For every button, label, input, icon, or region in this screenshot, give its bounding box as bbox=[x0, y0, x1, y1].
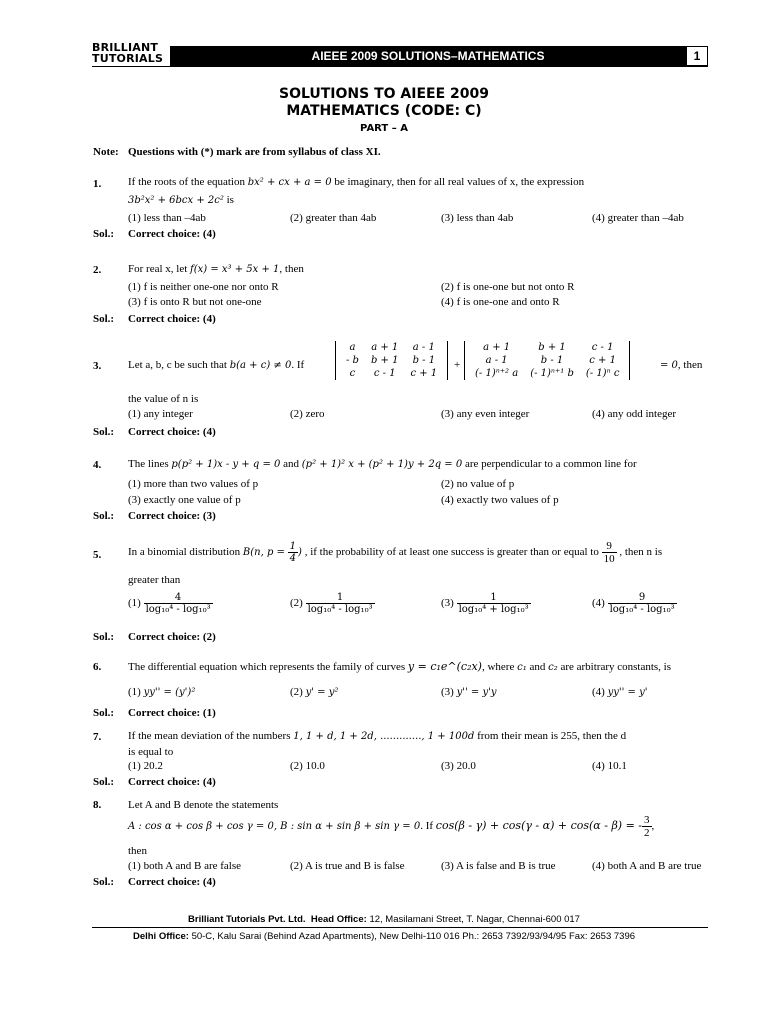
q3-stem-text-2: . If bbox=[291, 359, 305, 371]
q4-line-2: (p² + 1)² x + (p² + 1)y + 2q = 0 bbox=[301, 459, 463, 470]
q1-expression-line bbox=[128, 194, 234, 206]
q5-stem bbox=[128, 540, 713, 565]
q7-option-3: (3) 20.0 bbox=[441, 760, 476, 772]
q3-solution: Correct choice: (4) bbox=[128, 426, 216, 438]
q7-stem bbox=[128, 730, 713, 742]
q1-stem-text-2: be imaginary, then for all real values of x, the expression bbox=[334, 176, 585, 188]
q7-sequence: 1, 1 + d, 1 + 2d, ............., 1 + 100d bbox=[293, 731, 475, 742]
footer-delhi-office bbox=[0, 931, 768, 942]
q8-option-3: (3) A is false and B is true bbox=[441, 860, 556, 872]
header-title: AIEEE 2009 SOLUTIONS–MATHEMATICS bbox=[170, 46, 686, 66]
q2-option-2: (2) f is one-one but not onto R bbox=[441, 281, 575, 293]
q4-stem-text-3: are perpendicular to a common line for bbox=[464, 458, 637, 470]
note-label: Note: bbox=[93, 146, 119, 158]
q5-option-4: (4) $\frac{9}{\text{log₁₀⁴ - log₁₀³}}$ bbox=[592, 592, 675, 615]
page-number: 1 bbox=[686, 46, 708, 66]
q8-statements bbox=[128, 814, 718, 839]
q3-plus-sign: + bbox=[454, 359, 461, 371]
q7-stem-text: If the mean deviation of the numbers bbox=[128, 730, 291, 742]
q1-stem-text: If the roots of the equation bbox=[128, 176, 245, 188]
q5-stem-text-2: , if the probability of at least one success is greater than or equal to bbox=[304, 546, 599, 559]
q1-expression: 3b²x² + 6bcx + 2c² bbox=[128, 195, 224, 206]
q6-option-3: (3) y'' = y'y bbox=[441, 686, 497, 698]
q4-stem-text-2: and bbox=[283, 458, 300, 470]
q3-sol-label: Sol.: bbox=[93, 426, 115, 438]
q7-stem-text-2: from their mean is 255, then the d bbox=[477, 730, 627, 742]
footer-head-office bbox=[0, 914, 768, 925]
q5-solution: Correct choice: (2) bbox=[128, 631, 216, 643]
q6-c1: c₁ bbox=[517, 662, 527, 673]
q5-number: 5. bbox=[93, 549, 102, 561]
q8-condition: cos(β - γ) + cos(γ - α) + cos(α - β) = - bbox=[435, 819, 643, 833]
footer-delhi-label: Delhi Office: bbox=[132, 931, 189, 942]
q2-stem-text: For real x, let bbox=[128, 263, 188, 275]
q8-option-4: (4) both A and B are true bbox=[592, 860, 702, 872]
q7-sol-label: Sol.: bbox=[93, 776, 115, 788]
q3-condition: b(a + c) ≠ 0 bbox=[229, 360, 292, 371]
q6-stem-text-2: , where bbox=[481, 661, 515, 673]
q5-p-fraction: $\frac{1}{4}$ bbox=[289, 541, 297, 564]
q1-number: 1. bbox=[93, 178, 102, 190]
q2-stem bbox=[128, 263, 304, 275]
brand-logo bbox=[92, 42, 163, 64]
q8-if: . If bbox=[420, 820, 434, 833]
doc-subtitle: MATHEMATICS (CODE: C) bbox=[286, 103, 482, 119]
q5-ratio-fraction: $\frac{9}{10}$ bbox=[603, 540, 615, 565]
q3-stem bbox=[128, 359, 304, 371]
q6-option-1: (1) yy'' = (y')² bbox=[128, 686, 196, 698]
q4-option-4: (4) exactly two values of p bbox=[441, 494, 559, 506]
q4-stem-text: The lines bbox=[128, 458, 169, 470]
footer-company: Brilliant Tutorials Pvt. Ltd. bbox=[188, 914, 306, 925]
q2-sol-label: Sol.: bbox=[93, 313, 115, 325]
q5-option-3: (3) $\frac{1}{\text{log₁₀⁴ + log₁₀³}}$ bbox=[441, 592, 529, 615]
q8-stem: Let A and B denote the statements bbox=[128, 799, 279, 811]
q2-stem-text-2: , then bbox=[279, 263, 304, 275]
q3-option-2: (2) zero bbox=[290, 408, 325, 420]
q6-stem-text: The differential equation which represents the family of curves bbox=[128, 661, 406, 673]
q7-stem-line-2: is equal to bbox=[128, 746, 174, 758]
q3-determinant-2: a + 1 b + 1 c - 1 a - 1 b - 1 c + 1 (- 1)ⁿ⁺² a (- 1)ⁿ⁺¹ b (- 1)ⁿ c bbox=[464, 341, 630, 380]
q8-number: 8. bbox=[93, 799, 102, 811]
footer-head-label: Head Office: bbox=[310, 914, 367, 925]
q4-line-1: p(p² + 1)x - y + q = 0 bbox=[171, 459, 281, 470]
q6-option-2: (2) y' = y² bbox=[290, 686, 339, 698]
q4-solution: Correct choice: (3) bbox=[128, 510, 216, 522]
q3-option-1: (1) any integer bbox=[128, 408, 193, 420]
q6-option-4: (4) yy'' = y' bbox=[592, 686, 648, 698]
footer-delhi-address: 50-C, Kalu Sarai (Behind Azad Apartments), New Delhi-110 016 Ph.: 2653 7392/93/94/95 Fax: 2653 7396 bbox=[191, 931, 636, 942]
part-label: PART – A bbox=[360, 123, 408, 134]
note-text: Questions with (*) mark are from syllabus of class XI. bbox=[128, 146, 381, 158]
q2-number: 2. bbox=[93, 264, 102, 276]
q3-equation-end bbox=[660, 359, 702, 371]
q6-c2: c₂ bbox=[548, 662, 558, 673]
q7-option-2: (2) 10.0 bbox=[290, 760, 325, 772]
q5-option-2: (2) $\frac{1}{\text{log₁₀⁴ - log₁₀³}}$ bbox=[290, 592, 373, 615]
q8-stem-line-2: then bbox=[128, 845, 147, 857]
q8-option-2: (2) A is true and B is false bbox=[290, 860, 405, 872]
q5-stem-text-3: , then n is bbox=[619, 546, 663, 559]
q5-stem-text: In a binomial distribution bbox=[128, 546, 241, 559]
q1-equation: bx² + cx + a = 0 bbox=[247, 177, 332, 188]
q5-stem-line-2: greater than bbox=[128, 574, 181, 586]
q8-sol-label: Sol.: bbox=[93, 876, 115, 888]
q3-stem-text: Let a, b, c be such that bbox=[128, 359, 227, 371]
q1-option-2: (2) greater than 4ab bbox=[290, 212, 377, 224]
q8-comma: , bbox=[651, 820, 655, 833]
q2-equation: f(x) = x³ + 5x + 1 bbox=[190, 264, 280, 275]
q3-stem-text-3: , then bbox=[677, 359, 703, 371]
q3-option-4: (4) any odd integer bbox=[592, 408, 676, 420]
q3-stem-line-2: the value of n is bbox=[128, 393, 199, 405]
q6-curve-equation: y = c₁e^(c₂x) bbox=[407, 660, 482, 673]
q1-sol-label: Sol.: bbox=[93, 228, 115, 240]
q1-option-3: (3) less than 4ab bbox=[441, 212, 514, 224]
q1-solution: Correct choice: (4) bbox=[128, 228, 216, 240]
q5-option-1: (1) $\frac{4}{\text{log₁₀⁴ - log₁₀³}}$ bbox=[128, 592, 211, 615]
q6-solution: Correct choice: (1) bbox=[128, 707, 216, 719]
q4-sol-label: Sol.: bbox=[93, 510, 115, 522]
q8-solution: Correct choice: (4) bbox=[128, 876, 216, 888]
q2-option-1: (1) f is neither one-one nor onto R bbox=[128, 281, 279, 293]
q6-stem-text-3: are arbitrary constants, is bbox=[560, 661, 672, 673]
doc-title: SOLUTIONS TO AIEEE 2009 bbox=[278, 86, 489, 102]
q7-option-1: (1) 20.2 bbox=[128, 760, 163, 772]
q8-option-1: (1) both A and B are false bbox=[128, 860, 242, 872]
footer-rule bbox=[92, 927, 708, 928]
q3-determinant-1: a a + 1 a - 1 - b b + 1 b - 1 c c - 1 c + 1 bbox=[335, 341, 448, 380]
footer-head-address: 12, Masilamani Street, T. Nagar, Chennai-600 017 bbox=[369, 914, 580, 925]
q3-number: 3. bbox=[93, 360, 102, 372]
q3-option-3: (3) any even integer bbox=[441, 408, 530, 420]
q2-option-4: (4) f is one-one and onto R bbox=[441, 296, 560, 308]
q3-equals-zero: = 0 bbox=[660, 360, 678, 371]
q8-fraction: $\frac{3}{2}$ bbox=[644, 814, 650, 839]
q4-number: 4. bbox=[93, 459, 102, 471]
q7-solution: Correct choice: (4) bbox=[128, 776, 216, 788]
q2-option-3: (3) f is onto R but not one-one bbox=[128, 296, 262, 308]
q7-option-4: (4) 10.1 bbox=[592, 760, 627, 772]
q4-option-1: (1) more than two values of p bbox=[128, 478, 259, 490]
q7-number: 7. bbox=[93, 731, 102, 743]
q8-statement-b: , B : sin α + sin β + sin γ = 0 bbox=[273, 821, 421, 833]
q5-sol-label: Sol.: bbox=[93, 631, 115, 643]
header-rule bbox=[92, 66, 708, 67]
q1-option-4: (4) greater than –4ab bbox=[592, 212, 684, 224]
q4-stem bbox=[128, 458, 713, 470]
q8-statement-a: A : cos α + cos β + cos γ = 0 bbox=[128, 821, 274, 833]
q1-stem-text-3: is bbox=[226, 194, 234, 206]
q5-distribution-end: ) bbox=[298, 547, 302, 559]
logo-line-1: BRILLIANT bbox=[92, 41, 159, 54]
q5-distribution: B(n, p = bbox=[242, 547, 285, 559]
logo-line-2: TUTORIALS bbox=[92, 52, 164, 65]
q1-stem bbox=[128, 176, 713, 188]
q1-option-1: (1) less than –4ab bbox=[128, 212, 206, 224]
q6-stem bbox=[128, 660, 713, 673]
q2-solution: Correct choice: (4) bbox=[128, 313, 216, 325]
q6-number: 6. bbox=[93, 661, 102, 673]
q6-sol-label: Sol.: bbox=[93, 707, 115, 719]
q4-option-2: (2) no value of p bbox=[441, 478, 515, 490]
q6-and: and bbox=[529, 661, 546, 673]
q4-option-3: (3) exactly one value of p bbox=[128, 494, 241, 506]
